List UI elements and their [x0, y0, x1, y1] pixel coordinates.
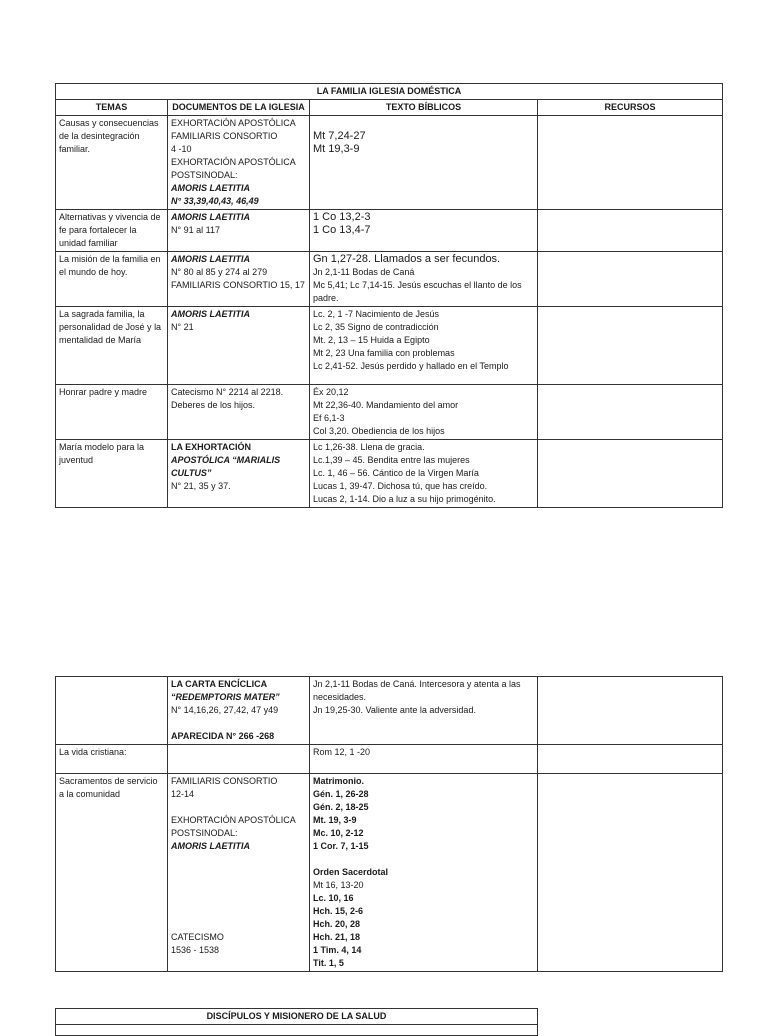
cell-line: Lucas 2, 1-14. Dio a luz a su hijo primogénito. [313, 494, 496, 504]
table-header-row [56, 100, 723, 116]
table-row [56, 252, 723, 307]
cell-documentos [168, 440, 310, 508]
cell-line: “REDEMPTORIS MATER” [171, 692, 280, 702]
cell-documentos [168, 774, 310, 972]
cell-line [171, 853, 306, 866]
cell-line: AMORIS LAETITIA [171, 212, 250, 222]
cell-line: Lc. 10, 16 [313, 893, 354, 903]
cell-line: EXHORTACIÓN APOSTÓLICA [171, 157, 296, 167]
cell-recursos [538, 210, 723, 252]
cell-line [171, 879, 306, 892]
cell-textos [310, 677, 538, 745]
cell-line: EXHORTACIÓN APOSTÓLICA [171, 815, 296, 825]
cell-line: Matrimonio. [313, 776, 364, 786]
cell-line [313, 117, 534, 130]
cell-line: CULTUS” [171, 468, 212, 478]
cell-line: POSTSINODAL: [171, 828, 238, 838]
table-title: LA FAMILIA IGLESIA DOMÉSTICA [56, 84, 723, 100]
cell-line: POSTSINODAL: [171, 170, 238, 180]
cell-tema: María modelo para la juventud [56, 440, 168, 508]
cell-line: Lc 2,41-52. Jesús perdido y hallado en el Templo [313, 361, 509, 371]
cell-line: Catecismo N° 2214 al 2218. [171, 387, 284, 397]
cell-tema [56, 677, 168, 745]
cell-line: Gn 1,27-28. Llamados a ser fecundos. [313, 253, 501, 265]
cell-line: APOSTÓLICA “MARIALIS [171, 455, 281, 465]
cell-line: Gén. 1, 26-28 [313, 789, 369, 799]
cell-line: FAMILIARIS CONSORTIO 15, 17 [171, 280, 305, 290]
empty-cell [56, 1025, 538, 1036]
cell-line: Lc 1,26-38. Llena de gracia. [313, 442, 425, 452]
table-row [56, 774, 723, 972]
cell-line: Lc. 2, 1 -7 Nacimiento de Jesús [313, 309, 440, 319]
cell-recursos [538, 677, 723, 745]
cell-line: N° 14,16,26, 27,42, 47 y49 [171, 705, 279, 715]
cell-line: 1536 - 1538 [171, 945, 220, 955]
cell-line: 1 Tim. 4, 14 [313, 945, 362, 955]
cell-line: Deberes de los hijos. [171, 400, 256, 410]
cell-line: N° 91 al 117 [171, 225, 220, 235]
table-title-row [56, 84, 723, 100]
cell-recursos [538, 252, 723, 307]
table-row [56, 116, 723, 210]
cell-line [313, 853, 534, 866]
cell-line: Orden Sacerdotal [313, 867, 389, 877]
cell-line: 1 Co 13,2-3 [313, 211, 371, 223]
cell-line: Jn 19,25-30. Valiente ante la adversidad. [313, 705, 476, 715]
cell-line: 1 Co 13,4-7 [313, 224, 371, 236]
cell-line [171, 717, 306, 730]
cell-textos [310, 307, 538, 385]
cell-documentos [168, 385, 310, 440]
header-documentos: DOCUMENTOS DE LA IGLESIA [168, 100, 310, 116]
cell-line: Jn 2,1-11 Bodas de Caná. Intercesora y atenta a las necesidades. [313, 679, 521, 702]
table-row [56, 385, 723, 440]
cell-line: 12-14 [171, 789, 195, 799]
cell-line: N° 21, 35 y 37. [171, 481, 231, 491]
cell-documentos [168, 307, 310, 385]
cell-line: Gén. 2, 18-25 [313, 802, 369, 812]
cell-tema: La sagrada familia, la personalidad de José y la mentalidad de María [56, 307, 168, 385]
cell-recursos [538, 116, 723, 210]
cell-line: Mc 5,41; Lc 7,14-15. Jesús escuchas el llanto de los padre. [313, 280, 522, 303]
table-title: DISCÍPULOS Y MISIONERO DE LA SALUD [56, 1009, 538, 1025]
cell-tema: La vida cristiana: [56, 745, 168, 774]
cell-line: Mt 7,24-27 [313, 130, 366, 142]
cell-line: Hch. 21, 18 [313, 932, 361, 942]
cell-recursos [538, 774, 723, 972]
table-row [56, 210, 723, 252]
cell-line: FAMILIARIS CONSORTIO [171, 131, 278, 141]
cell-line: Mt. 19, 3-9 [313, 815, 357, 825]
cell-line: Hch. 20, 28 [313, 919, 361, 929]
cell-tema: Honrar padre y madre [56, 385, 168, 440]
cell-documentos [168, 210, 310, 252]
header-temas: TEMAS [56, 100, 168, 116]
cell-documentos [168, 116, 310, 210]
cell-line: Éx 20,12 [313, 387, 349, 397]
cell-line: Ef 6,1-3 [313, 413, 345, 423]
cell-line [171, 866, 306, 879]
cell-line: Mt 16, 13-20 [313, 880, 364, 890]
cell-recursos [538, 745, 723, 774]
cell-line: Mc. 10, 2-12 [313, 828, 364, 838]
cell-line: AMORIS LAETITIA [171, 309, 250, 319]
cell-line: Rom 12, 1 -20 [313, 747, 371, 757]
cell-recursos [538, 307, 723, 385]
cell-line: 4 -10 [171, 144, 192, 154]
cell-line: Tit. 1, 5 [313, 958, 344, 968]
cell-recursos [538, 385, 723, 440]
cell-textos [310, 745, 538, 774]
cell-textos [310, 210, 538, 252]
cell-documentos [168, 677, 310, 745]
cell-textos [310, 252, 538, 307]
cell-line: APARECIDA N° 266 -268 [171, 731, 275, 741]
cell-line: LA EXHORTACIÓN [171, 442, 251, 452]
table-discipulos-misionero [55, 1008, 538, 1036]
cell-line: Lc.1,39 – 45. Bendita entre las mujeres [313, 455, 470, 465]
cell-line: Mt 22,36-40. Mandamiento del amor [313, 400, 459, 410]
cell-line [171, 905, 306, 918]
table-row [56, 307, 723, 385]
cell-line: AMORIS LAETITIA [171, 183, 250, 193]
cell-tema: Alternativas y vivencia de fe para fortalecer la unidad familiar [56, 210, 168, 252]
cell-documentos [168, 252, 310, 307]
header-textos: TEXTO BÍBLICOS [310, 100, 538, 116]
header-recursos: RECURSOS [538, 100, 723, 116]
cell-line: CATECISMO [171, 932, 224, 942]
table-continuation [55, 676, 723, 972]
cell-line: AMORIS LAETITIA [171, 254, 250, 264]
cell-textos [310, 440, 538, 508]
cell-tema: La misión de la familia en el mundo de hoy. [56, 252, 168, 307]
cell-line: Mt 2, 23 Una familia con problemas [313, 348, 455, 358]
cell-line: FAMILIARIS CONSORTIO [171, 776, 278, 786]
cell-line: N° 80 al 85 y 274 al 279 [171, 267, 268, 277]
cell-textos [310, 774, 538, 972]
cell-line: Mt 19,3-9 [313, 143, 360, 155]
cell-line: 1 Cor. 7, 1-15 [313, 841, 369, 851]
cell-textos [310, 385, 538, 440]
cell-line: Lc 2, 35 Signo de contradicción [313, 322, 439, 332]
table-row [56, 677, 723, 745]
cell-line: Col 3,20. Obediencia de los hijos [313, 426, 445, 436]
cell-line: Lc. 1, 46 – 56. Cántico de la Virgen María [313, 468, 479, 478]
table-row [56, 745, 723, 774]
table-title-row [56, 1009, 538, 1025]
cell-line [171, 801, 306, 814]
table-row [56, 440, 723, 508]
cell-line: LA CARTA ENCÍCLICA [171, 679, 268, 689]
cell-tema: Causas y consecuencias de la desintegración familiar. [56, 116, 168, 210]
cell-line [171, 918, 306, 931]
cell-tema: Sacramentos de servicio a la comunidad [56, 774, 168, 972]
cell-line: N° 33,39,40,43, 46,49 [171, 196, 259, 206]
cell-documentos [168, 745, 310, 774]
cell-line: Lucas 1, 39-47. Dichosa tú, que has creído. [313, 481, 488, 491]
cell-line: Mt. 2, 13 – 15 Huida a Egipto [313, 335, 430, 345]
cell-line: EXHORTACIÓN APOSTÓLICA [171, 118, 296, 128]
cell-textos [310, 116, 538, 210]
cell-line: AMORIS LAETITIA [171, 841, 250, 851]
cell-line [171, 892, 306, 905]
cell-line: Jn 2,1-11 Bodas de Caná [313, 267, 415, 277]
cell-recursos [538, 440, 723, 508]
table-familia-iglesia-domestica [55, 83, 723, 508]
table-header-row [56, 1025, 538, 1036]
cell-line: N° 21 [171, 322, 194, 332]
cell-line: Hch. 15, 2-6 [313, 906, 364, 916]
